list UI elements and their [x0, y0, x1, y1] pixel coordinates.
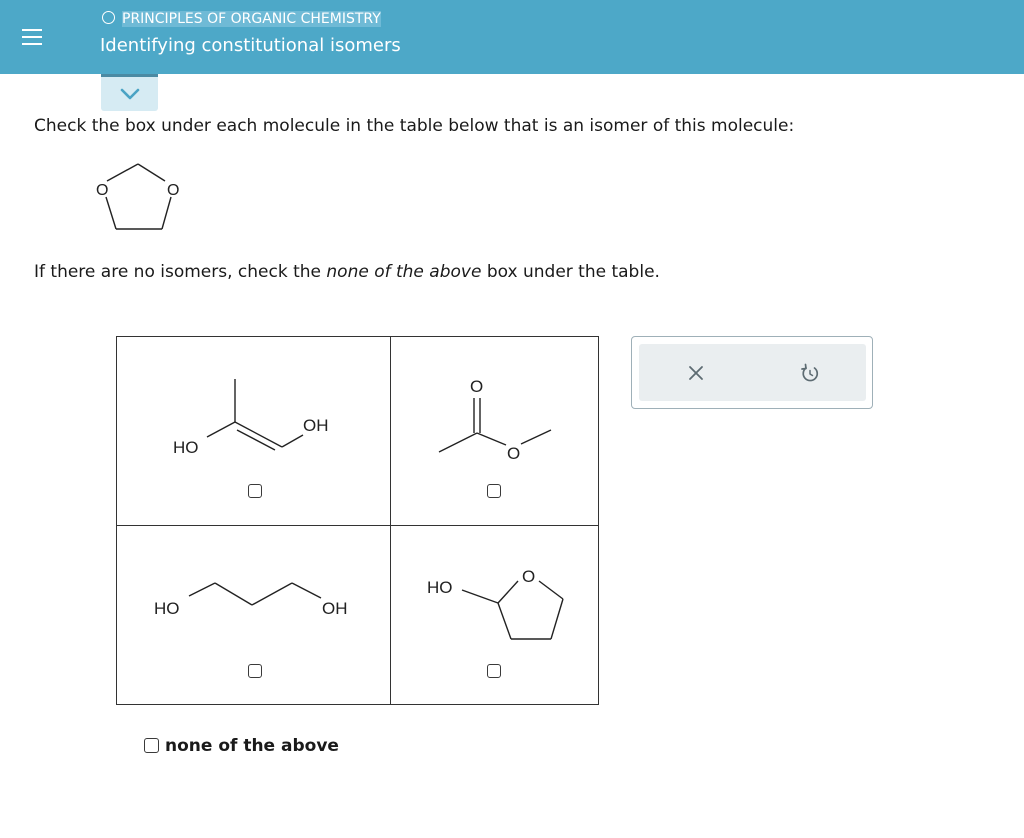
undo-icon — [799, 362, 821, 384]
atom-label: OH — [303, 416, 329, 435]
atom-label: O — [522, 567, 536, 586]
isomer-options-table — [116, 336, 599, 705]
none-of-the-above-option[interactable] — [144, 736, 339, 756]
atom-label: O — [96, 182, 109, 199]
option-3-checkbox[interactable] — [248, 664, 262, 678]
reference-molecule — [85, 155, 195, 240]
question-note: If there are no isomers, check the none of the above box under the table. — [34, 262, 660, 282]
atom-label: HO — [427, 578, 453, 597]
atom-label: O — [507, 444, 521, 463]
atom-label: HO — [173, 438, 199, 457]
option-1-checkbox[interactable] — [248, 484, 262, 498]
collapse-toggle-button[interactable] — [101, 74, 158, 111]
course-name: PRINCIPLES OF ORGANIC CHEMISTRY — [102, 11, 381, 27]
option-cell — [117, 526, 391, 705]
progress-circle-icon — [102, 11, 115, 24]
option-4-checkbox[interactable] — [487, 664, 501, 678]
option-cell — [391, 337, 599, 526]
page-title: Identifying constitutional isomers — [100, 35, 401, 56]
none-of-the-above-label: none of the above — [165, 736, 339, 756]
undo-button[interactable] — [799, 362, 821, 384]
atom-label: OH — [322, 599, 348, 618]
option-cell — [117, 337, 391, 526]
none-of-the-above-checkbox[interactable] — [144, 738, 159, 753]
hamburger-menu-icon[interactable] — [16, 24, 46, 50]
option-2-checkbox[interactable] — [487, 484, 501, 498]
option-cell — [391, 526, 599, 705]
atom-label: O — [167, 182, 180, 199]
clear-button[interactable] — [685, 362, 707, 384]
answer-tools-bar — [639, 344, 866, 401]
atom-label: HO — [154, 599, 180, 618]
answer-tools-panel — [631, 336, 873, 409]
question-instruction: Check the box under each molecule in the table below that is an isomer of this molecule: — [34, 116, 795, 136]
atom-label: O — [470, 377, 484, 396]
x-icon — [685, 362, 707, 384]
header-bar — [0, 0, 1024, 74]
chevron-down-icon — [120, 87, 140, 101]
